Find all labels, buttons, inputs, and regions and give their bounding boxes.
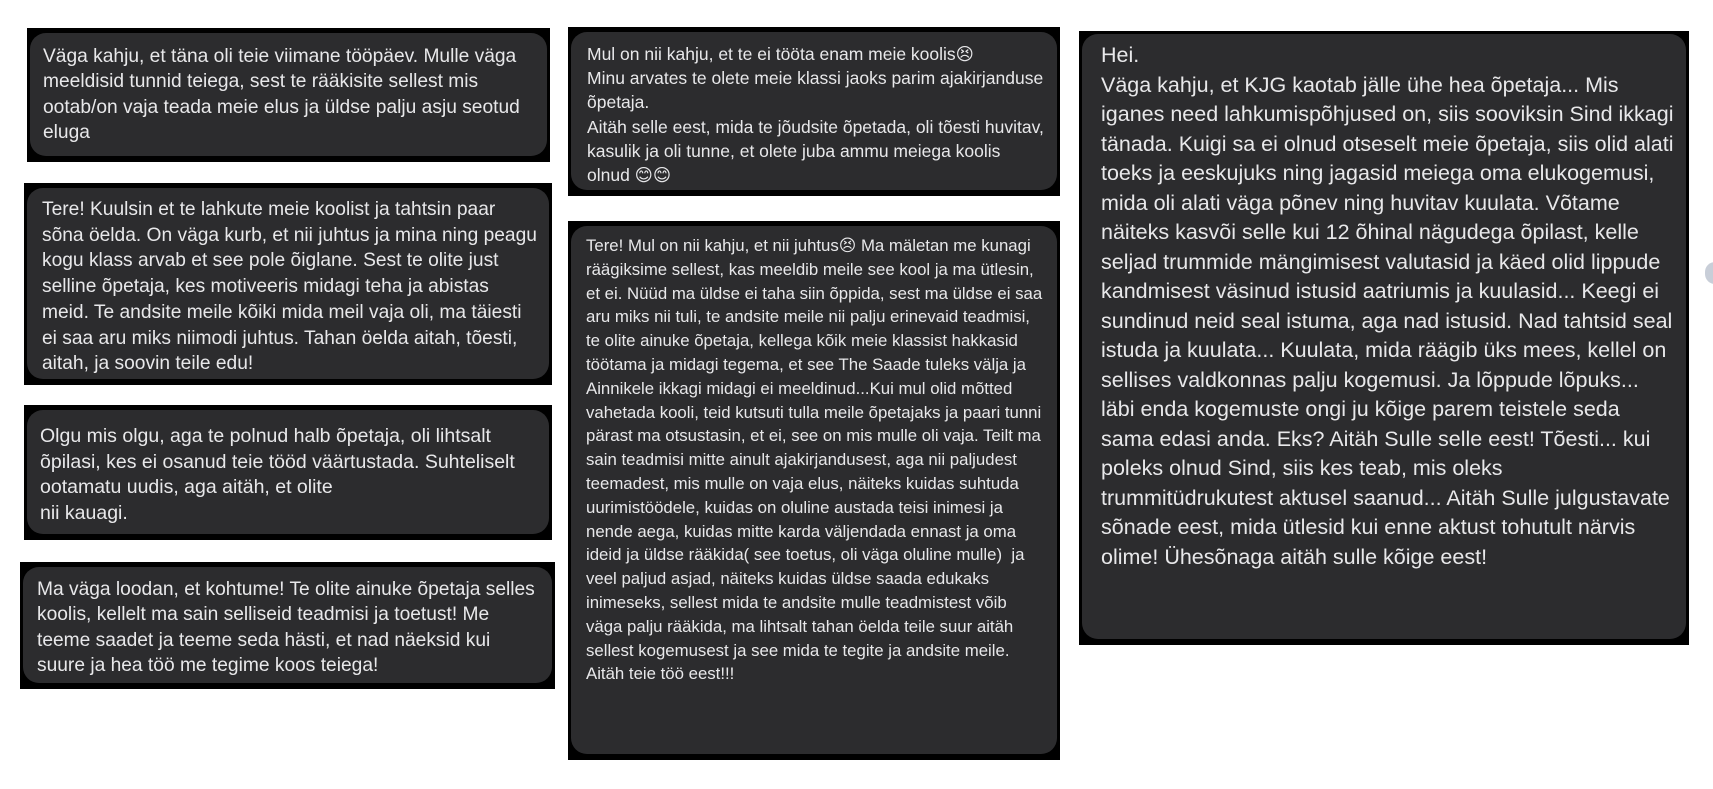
- message-text: Mul on nii kahju, et te ei tööta enam meie koolis😣 Minu arvates te olete meie klassi jaoks parim ajakirjanduse õpetaja. Aitäh selle eest, mida te jõudsite õpetada, oli tõesti huvitav, kasulik ja oli tunne, et olete juba ammu meiega koolis olnud 😊😊: [587, 44, 1044, 186]
- message-bubble: [571, 226, 1057, 754]
- message-screenshot: [24, 183, 552, 385]
- message-text: Olgu mis olgu, aga te polnud halb õpetaja, oli lihtsalt õpilasi, kes ei osanud teie tööd väärtustada. Suhteliselt ootamatu uudis, aga aitäh, et olite nii kauagi.: [40, 425, 515, 524]
- message-screenshot: [20, 562, 555, 689]
- message-screenshot: [568, 27, 1060, 196]
- message-screenshot: [27, 28, 550, 162]
- message-text: Ma väga loodan, et kohtume! Te olite ainuke õpetaja selles koolis, kellelt ma sain selliseid teadmisi ja toetust! Me teeme saadet ja teeme seda hästi, et nad näeksid kui suure ja hea töö me tegime koos teiega!: [37, 579, 541, 676]
- message-bubble: [1082, 34, 1686, 639]
- message-bubble: [23, 567, 552, 683]
- message-text: Väga kahju, et täna oli teie viimane tööpäev. Mulle väga meeldisid tunnid teiega, sest te rääkisite sellest mis ootab/on vaja teada meie elus ja üldse palju asju seotud eluga: [43, 46, 526, 143]
- message-screenshot: [568, 221, 1060, 760]
- message-bubble: [571, 32, 1057, 190]
- scroll-indicator: [1705, 262, 1713, 284]
- message-bubble: [27, 410, 549, 534]
- message-text: Tere! Mul on nii kahju, et nii juhtus😣 Ma mäletan me kunagi räägiksime sellest, kas meeldib meile see kool ja ma ütlesin, et ei. Nüüd ma üldse ei taha siin õppida, sest ma üldse ei saa aru miks nii tuli, te andsite meile nii palju erinevaid teadmisi, te olite ainuke õpetaja, kellega kõik meie klassist hakkasid töötama ja midagi tegema, et see The Saade tuleks välja ja Ainnikele ikkagi midagi ei meeldinud...Kui mul olid mõtted vahetada kooli, teid kutsuti tulla meile õpetajaks ja paari tunni pärast ma otsustasin, et ei, see on mis mulle oli vaja. Teilt ma sain teadmisi mitte ainult ajakirjandusest, aga nii paljudest teemadest, mis mulle on vaja elus, näiteks kuidas suhtuda uurimistöödele, kuidas on oluline austada teisi inimesi ja nende aega, kuidas mitte karda väljendada ennast ja oma ideid ja üldse rääkida( see toetus, oli väga oluline mulle) ja veel paljud asjad, näiteks kuidas üldse saada edukaks inimeseks, sellest mida te andsite mulle teadmistest võib väga palju rääkida, ma lihtsalt tahan öelda teile suur aitäh sellest kogemusest ja see mida te tegite ja andsite meile. Aitäh teie töö eest!!!: [586, 236, 1047, 684]
- message-screenshot: [24, 405, 552, 540]
- message-text: Hei. Väga kahju, et KJG kaotab jälle ühe hea õpetaja... Mis iganes need lahkumispõhjused on, siis sooviksin Sind ikkagi tänada. Kuigi sa ei olnud otseselt meie õpetaja, siis olid alati toeks ja eeskujuks ning jagasid meiega oma elukogemusi, mida oli alati väga põnev ning huvitav kuulata. Võtame näiteks kasvõi selle kui 12 õhinal nägudega õpilast, kelle seljad trummide mängimisest valutasid ja käed olid lippude kandmisest väsinud istusid aatriumis ja kuulasid... Keegi ei sundinud neid seal istuma, aga nad istusid. Nad tahtsid seal istuda ja kuulata... Kuulata, mida räägib üks mees, kellel on sellises valdkonnas palju kogemusi. Ja lõppude lõpuks... läbi enda kogemuste ongi ju kõige parem teistele seda sama edasi anda. Eks? Aitäh Sulle selle eest! Tõesti... kui poleks olnud Sind, siis kes teab, mis oleks trummitüdrukutest aktusel saanud... Aitäh Sulle julgustavate sõnade eest, mida ütlesid kui enne aktust tohutult närvis olime! Ühesõnaga aitäh sulle kõige eest!: [1101, 43, 1674, 569]
- message-bubble: [27, 188, 549, 379]
- message-screenshot: [1079, 31, 1689, 645]
- message-bubble: [30, 33, 547, 156]
- message-text: Tere! Kuulsin et te lahkute meie koolist ja tahtsin paar sõna öelda. On väga kurb, et nii juhtus ja mina ning peagu kogu klass arvab et see pole õiglane. Sest te olite just selline õpetaja, kes motiveeris midagi teha ja abistas meid. Te andsite meile kõiki mida meil vaja oli, ma täiesti ei saa aru miks niimodi juhtus. Tahan öelda aitah, tõesti, aitah, ja soovin teile edu!: [42, 199, 543, 375]
